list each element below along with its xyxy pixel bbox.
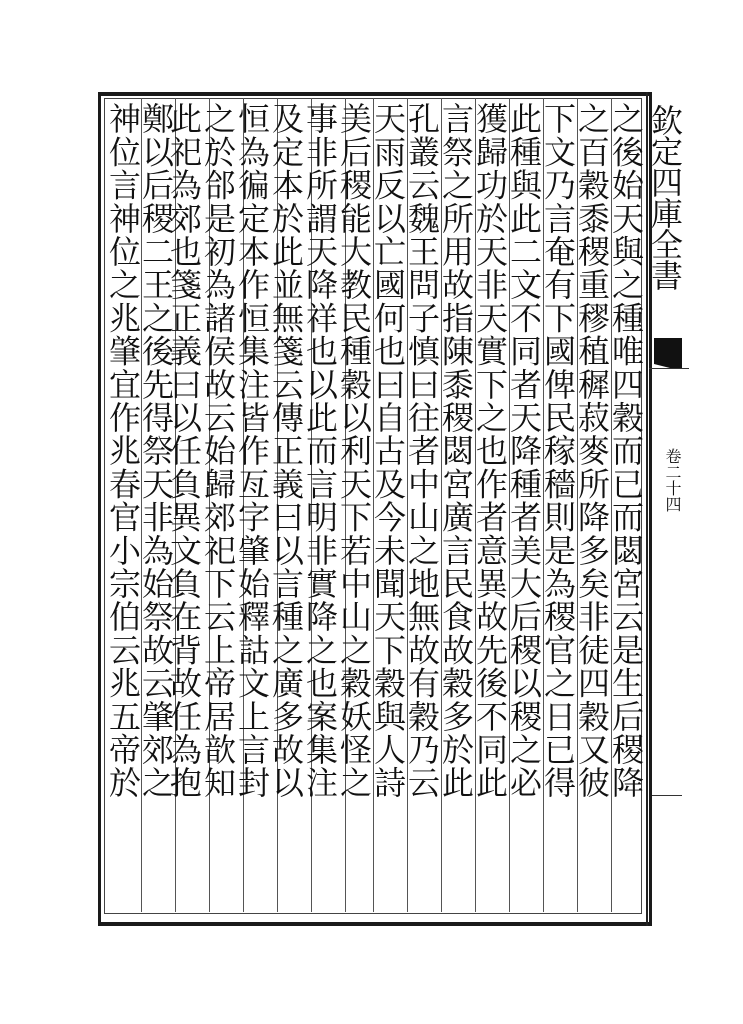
- text-column: 之百穀黍稷重穋稙穉菽麥所降多矣非徒四穀又彼: [573, 102, 611, 800]
- text-column: 言祭之所用故指陳黍稷閟宮廣言民食故穀多於此: [437, 102, 475, 800]
- text-column: 獲歸功於天非天實下之也作者意異故先後不同此: [471, 102, 509, 800]
- fishtail-mark: [652, 334, 682, 368]
- text-column: 下文乃言奄有下國俾民稼穡則是為稷官之日已得: [539, 102, 577, 800]
- gutter-tick: [652, 795, 682, 796]
- volume-label: 卷二十四: [663, 448, 682, 512]
- text-column: 孔叢云魏王問子慎曰往者中山之地無故有穀乃云: [403, 102, 441, 800]
- text-column: 事非所謂天降祥也以此而言明非實降之也案集注: [301, 102, 339, 800]
- text-column: 此祀為郊也箋正義曰以任負異文負在背故任為抱: [165, 102, 203, 800]
- text-column: 神位言神位之兆肇宜作兆春官小宗伯云兆五帝於: [104, 102, 142, 800]
- text-column: 鄭以后稷二王之後先得祭天非為始祭故云肇郊之: [137, 102, 175, 800]
- book-title: 欽定四庫全書: [646, 104, 684, 290]
- text-column: 及定本於此並無箋云傳正義曰以言種之廣多故以: [267, 102, 305, 800]
- fishtail-rule: [649, 368, 689, 369]
- text-column: 之於郃是初為諸侯故云始歸郊祀下云上帝居歆知: [199, 102, 237, 800]
- text-column: 恒為徧定本作恒集注皆作亙字肇始釋詁文上言封: [233, 102, 271, 800]
- text-column: 此種與此二文不同者天降種者美大后稷以稷之必: [505, 102, 543, 800]
- text-column: 天雨反以亡國何也曰自古及今未聞天下穀與人詩: [369, 102, 407, 800]
- text-column: 之後始天與之種唯四穀而已而閟宮云是生后稷降: [607, 102, 645, 800]
- text-column: 美后稷能大教民種穀以利天下若中山之穀妖怪之: [335, 102, 373, 800]
